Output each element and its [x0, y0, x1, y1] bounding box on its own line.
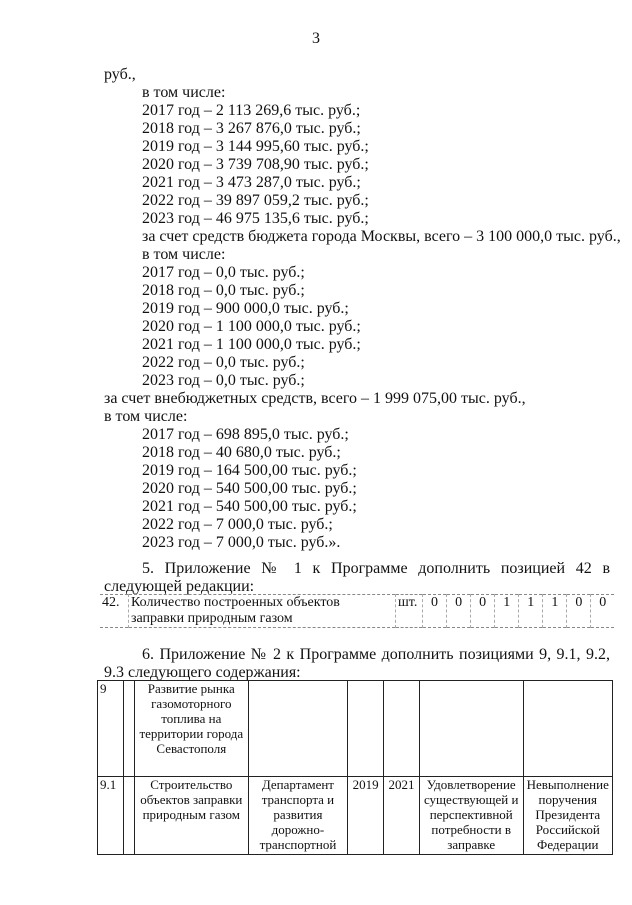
- value-cell: 0: [423, 595, 447, 628]
- text-line: 2020 год – 540 500,00 тыс. руб.;: [142, 480, 357, 497]
- unit-cell: шт.: [396, 595, 423, 628]
- empty-cell: [384, 681, 420, 777]
- row-number: 9.1: [98, 777, 124, 855]
- text-line: 2018 год – 0,0 тыс. руб.;: [142, 282, 305, 299]
- text-line: 2023 год – 46 975 135,6 тыс. руб.;: [142, 210, 369, 227]
- value-cell: 1: [495, 595, 519, 628]
- text-line: в том числе:: [104, 408, 188, 425]
- empty-cell: [523, 681, 613, 777]
- risk-cell: Невыполнение поручения Президента Российской Федерации: [523, 777, 613, 855]
- text-line: в том числе:: [142, 84, 226, 101]
- activity-name: Строительство объектов заправки природным газом: [134, 777, 248, 855]
- text-line: 2018 год – 3 267 876,0 тыс. руб.;: [142, 120, 361, 137]
- text-line: за счет средств бюджета города Москвы, всего – 3 100 000,0 тыс. руб.,: [142, 228, 621, 245]
- empty-cell: [419, 681, 523, 777]
- table-appendix-1-row-42: [100, 594, 614, 628]
- text-line: 2017 год – 2 113 269,6 тыс. руб.;: [142, 102, 361, 119]
- value-cell: 0: [447, 595, 471, 628]
- text-line: 2019 год – 164 500,00 тыс. руб.;: [142, 462, 357, 479]
- row-number: 42.: [102, 595, 120, 610]
- value-cell: 0: [471, 595, 495, 628]
- end-year: 2021: [384, 777, 420, 855]
- text-line: 2020 год – 3 739 708,90 тыс. руб.;: [142, 156, 369, 173]
- value-cell: 1: [543, 595, 567, 628]
- value-cell: 0: [591, 595, 614, 628]
- text-line: 2021 год – 3 473 287,0 тыс. руб.;: [142, 174, 361, 191]
- text-line: 2020 год – 1 100 000,0 тыс. руб.;: [142, 318, 361, 335]
- text-line: за счет внебюджетных средств, всего – 1 999 075,00 тыс. руб.,: [104, 390, 526, 407]
- result-cell: Удовлетворение существующей и перспективной потребности в заправке: [419, 777, 523, 855]
- table-row: [98, 681, 613, 777]
- page-number: 3: [312, 30, 320, 47]
- indicator-name: Количество построенных объектов заправки природным газом: [129, 595, 396, 628]
- paragraph-6: 6. Приложение № 2 к Программе дополнить позициями 9, 9.1, 9.2, 9.3 следующего содержания:: [104, 646, 610, 681]
- text-line: 2021 год – 540 500,00 тыс. руб.;: [142, 498, 357, 515]
- executor-cell: Департамент транспорта и развития дорожно-транспортной: [248, 777, 347, 855]
- value-cell: 0: [567, 595, 591, 628]
- text-line: 2021 год – 1 100 000,0 тыс. руб.;: [142, 336, 361, 353]
- text-line: 2022 год – 39 897 059,2 тыс. руб.;: [142, 192, 369, 209]
- empty-cell: [348, 681, 384, 777]
- text-line: в том числе:: [142, 246, 226, 263]
- text-line: 2022 год – 0,0 тыс. руб.;: [142, 354, 305, 371]
- table-row: [98, 777, 613, 855]
- start-year: 2019: [348, 777, 384, 855]
- text-line: 2017 год – 698 895,0 тыс. руб.;: [142, 426, 349, 443]
- text-line: 2023 год – 0,0 тыс. руб.;: [142, 372, 305, 389]
- row-number: 9: [98, 681, 124, 777]
- task-name: Развитие рынка газомоторного топлива на территории города Севастополя: [134, 681, 248, 777]
- empty-cell: [123, 681, 134, 777]
- text-line: 2023 год – 7 000,0 тыс. руб.».: [142, 534, 341, 551]
- text-line: 2019 год – 900 000,0 тыс. руб.;: [142, 300, 349, 317]
- text-line: руб.,: [104, 66, 136, 83]
- paragraph-5: 5. Приложение № 1 к Программе дополнить позицией 42 в следующей редакции:: [104, 560, 610, 595]
- table-appendix-2: [97, 680, 613, 855]
- empty-cell: [123, 777, 134, 855]
- empty-cell: [248, 681, 347, 777]
- text-line: 2018 год – 40 680,0 тыс. руб.;: [142, 444, 341, 461]
- text-line: 2017 год – 0,0 тыс. руб.;: [142, 264, 305, 281]
- text-line: 2022 год – 7 000,0 тыс. руб.;: [142, 516, 333, 533]
- table-row: [100, 595, 614, 628]
- value-cell: 1: [519, 595, 543, 628]
- text-line: 2019 год – 3 144 995,60 тыс. руб.;: [142, 138, 369, 155]
